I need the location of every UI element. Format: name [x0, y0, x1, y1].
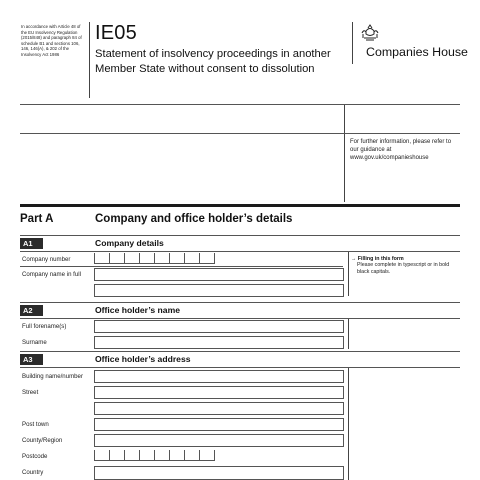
brand-divider — [352, 22, 353, 64]
company-number-field[interactable] — [94, 253, 215, 264]
a1-row-rule — [20, 266, 343, 267]
postcode-label: Postcode — [22, 453, 48, 460]
section-a3-badge: A3 — [20, 354, 43, 365]
info-divider — [344, 134, 345, 202]
form-title: Statement of insolvency proceedings in another Member State without consent to dissolution — [95, 48, 331, 75]
surname-field[interactable] — [94, 336, 344, 349]
a1-top-rule — [20, 235, 460, 236]
header-divider — [89, 22, 90, 98]
a3-side-divider — [348, 368, 349, 480]
company-name-field-line2[interactable] — [94, 284, 344, 297]
form-code: IE05 — [95, 22, 137, 44]
section-a2-badge: A2 — [20, 305, 43, 316]
forename-field[interactable] — [94, 320, 344, 333]
post-town-field[interactable] — [94, 418, 344, 431]
royal-crest-icon — [360, 24, 380, 47]
a2-top-rule — [20, 302, 460, 303]
county-label: County/Region — [22, 437, 63, 444]
blank-row-divider — [344, 105, 345, 133]
part-a-label: Part A — [20, 213, 54, 225]
info-top-rule — [20, 133, 460, 134]
surname-label: Surname — [22, 339, 47, 346]
a2-side-divider — [348, 319, 349, 349]
section-a1-title: Company details — [95, 238, 164, 248]
company-name-label: Company name in full — [22, 271, 81, 278]
street-field-line1[interactable] — [94, 386, 344, 399]
header-bottom-rule — [20, 104, 460, 105]
section-a2-title: Office holder’s name — [95, 305, 181, 315]
county-field[interactable] — [94, 434, 344, 447]
guidance-divider — [348, 252, 349, 296]
section-a1-badge: A1 — [20, 238, 43, 249]
building-label: Building name/number — [22, 373, 83, 380]
street-field-line2[interactable] — [94, 402, 344, 415]
country-label: Country — [22, 469, 44, 476]
section-a3-title: Office holder’s address — [95, 354, 191, 364]
a2-header-rule — [20, 318, 460, 319]
postcode-field[interactable] — [94, 450, 215, 461]
post-town-label: Post town — [22, 421, 49, 428]
guidance-text: Please complete in typescript or in bold black capitals. — [357, 262, 450, 275]
part-a-title: Company and office holder’s details — [95, 213, 293, 225]
legal-reference-note: In accordance with Article 48 of the EU Insolvency Regulation (2015/848) and paragraph 84 of schedule B1 and sections 106, 146, 146(A), & 202 of the Insolvency Act 1986 — [21, 24, 82, 57]
building-field[interactable] — [94, 370, 344, 383]
further-information-note: For further information, please refer to our guidance at www.gov.uk/companieshouse — [350, 139, 452, 161]
a3-header-rule — [20, 367, 460, 368]
companies-house-brand: Companies House — [366, 45, 468, 59]
a1-header-rule — [20, 251, 460, 252]
company-name-field-line1[interactable] — [94, 268, 344, 281]
a3-top-rule — [20, 351, 460, 352]
guidance-title: → Filling in this form — [351, 256, 404, 262]
forename-label: Full forename(s) — [22, 323, 67, 330]
part-a-rule — [20, 204, 460, 207]
company-number-label: Company number — [22, 256, 71, 263]
country-field[interactable] — [94, 466, 344, 480]
street-label: Street — [22, 389, 39, 396]
